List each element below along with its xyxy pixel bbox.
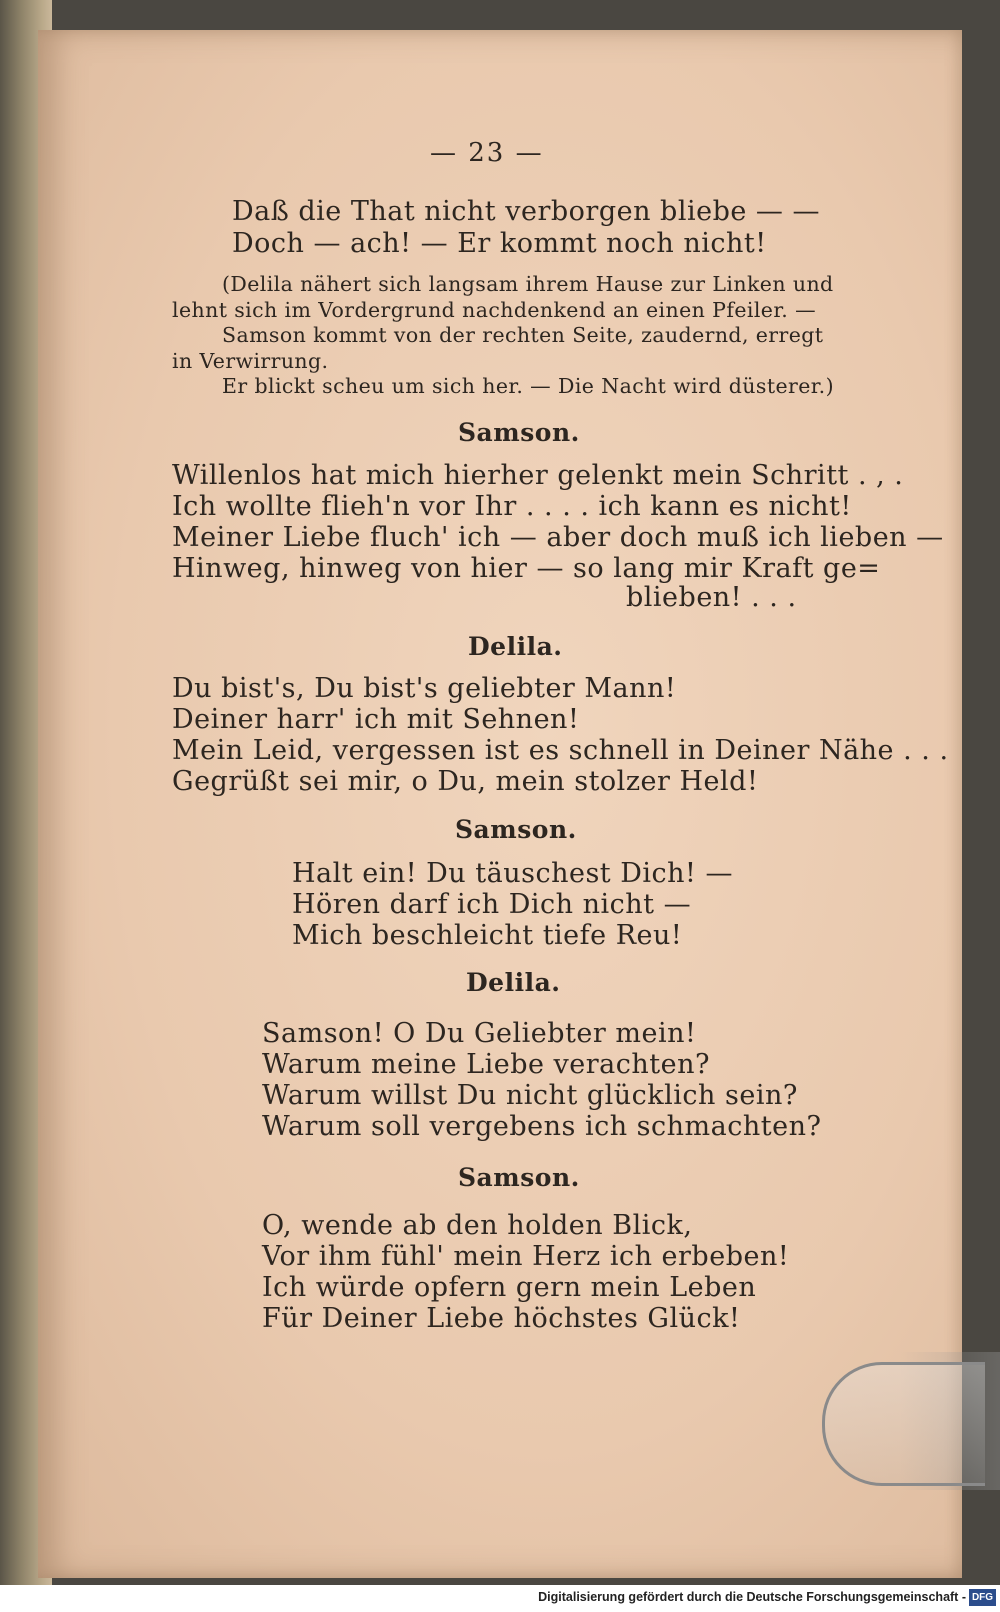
verse-line: Daß die That nicht verborgen bliebe — — <box>232 196 821 227</box>
verse-line: Ich würde opfern gern mein Leben <box>262 1272 757 1303</box>
verse-line: Mein Leid, vergessen ist es schnell in Deiner Nähe . . . <box>172 735 949 766</box>
paper-clip <box>822 1362 985 1486</box>
verse-line: Meiner Liebe fluch' ich — aber doch muß ich lieben — <box>172 522 944 553</box>
speaker-name: Samson. <box>458 418 580 447</box>
verse-line: Du bist's, Du bist's geliebter Mann! <box>172 673 677 704</box>
stage-direction: in Verwirrung. <box>172 349 329 373</box>
verse-line: Warum meine Liebe verachten? <box>262 1049 710 1080</box>
stage-direction: Er blickt scheu um sich her. — Die Nacht wird düsterer.) <box>222 374 834 398</box>
verse-line: Hinweg, hinweg von hier — so lang mir Kraft ge= <box>172 553 881 584</box>
speaker-name: Delila. <box>468 632 563 661</box>
verse-line: Warum soll vergebens ich schmachten? <box>262 1111 822 1142</box>
verse-line: Warum willst Du nicht glücklich sein? <box>262 1080 798 1111</box>
verse-line: Ich wollte flieh'n vor Ihr . . . . ich kann es nicht! <box>172 491 852 522</box>
verse-line: Deiner harr' ich mit Sehnen! <box>172 704 580 735</box>
verse-line: Gegrüßt sei mir, o Du, mein stolzer Held! <box>172 766 759 797</box>
speaker-name: Delila. <box>466 968 561 997</box>
verse-line: Mich beschleicht tiefe Reu! <box>292 920 683 951</box>
verse-line: Willenlos hat mich hierher gelenkt mein Schritt . , . <box>172 460 904 491</box>
stage-direction: (Delila nähert sich langsam ihrem Hause zur Linken und <box>222 272 834 296</box>
verse-line: O, wende ab den holden Blick, <box>262 1210 693 1241</box>
funding-credit: Digitalisierung gefördert durch die Deutsche Forschungsgemeinschaft - <box>538 1590 966 1604</box>
page-number: — 23 — <box>430 138 544 168</box>
verse-line: Hören darf ich Dich nicht — <box>292 889 692 920</box>
dfg-logo: DFG <box>969 1589 996 1606</box>
stage-direction: lehnt sich im Vordergrund nachdenkend an einen Pfeiler. — <box>172 298 817 322</box>
speaker-name: Samson. <box>458 1163 580 1192</box>
speaker-name: Samson. <box>455 815 577 844</box>
book-page <box>38 30 962 1578</box>
verse-line: Halt ein! Du täuschest Dich! — <box>292 858 733 889</box>
verse-line: blieben! . . . <box>626 582 797 613</box>
verse-line: Samson! O Du Geliebter mein! <box>262 1018 697 1049</box>
digitization-footer <box>0 1585 1000 1612</box>
stage-direction: Samson kommt von der rechten Seite, zaudernd, erregt <box>222 323 824 347</box>
verse-line: Doch — ach! — Er kommt noch nicht! <box>232 228 767 259</box>
verse-line: Für Deiner Liebe höchstes Glück! <box>262 1303 741 1334</box>
verse-line: Vor ihm fühl' mein Herz ich erbeben! <box>262 1241 790 1272</box>
